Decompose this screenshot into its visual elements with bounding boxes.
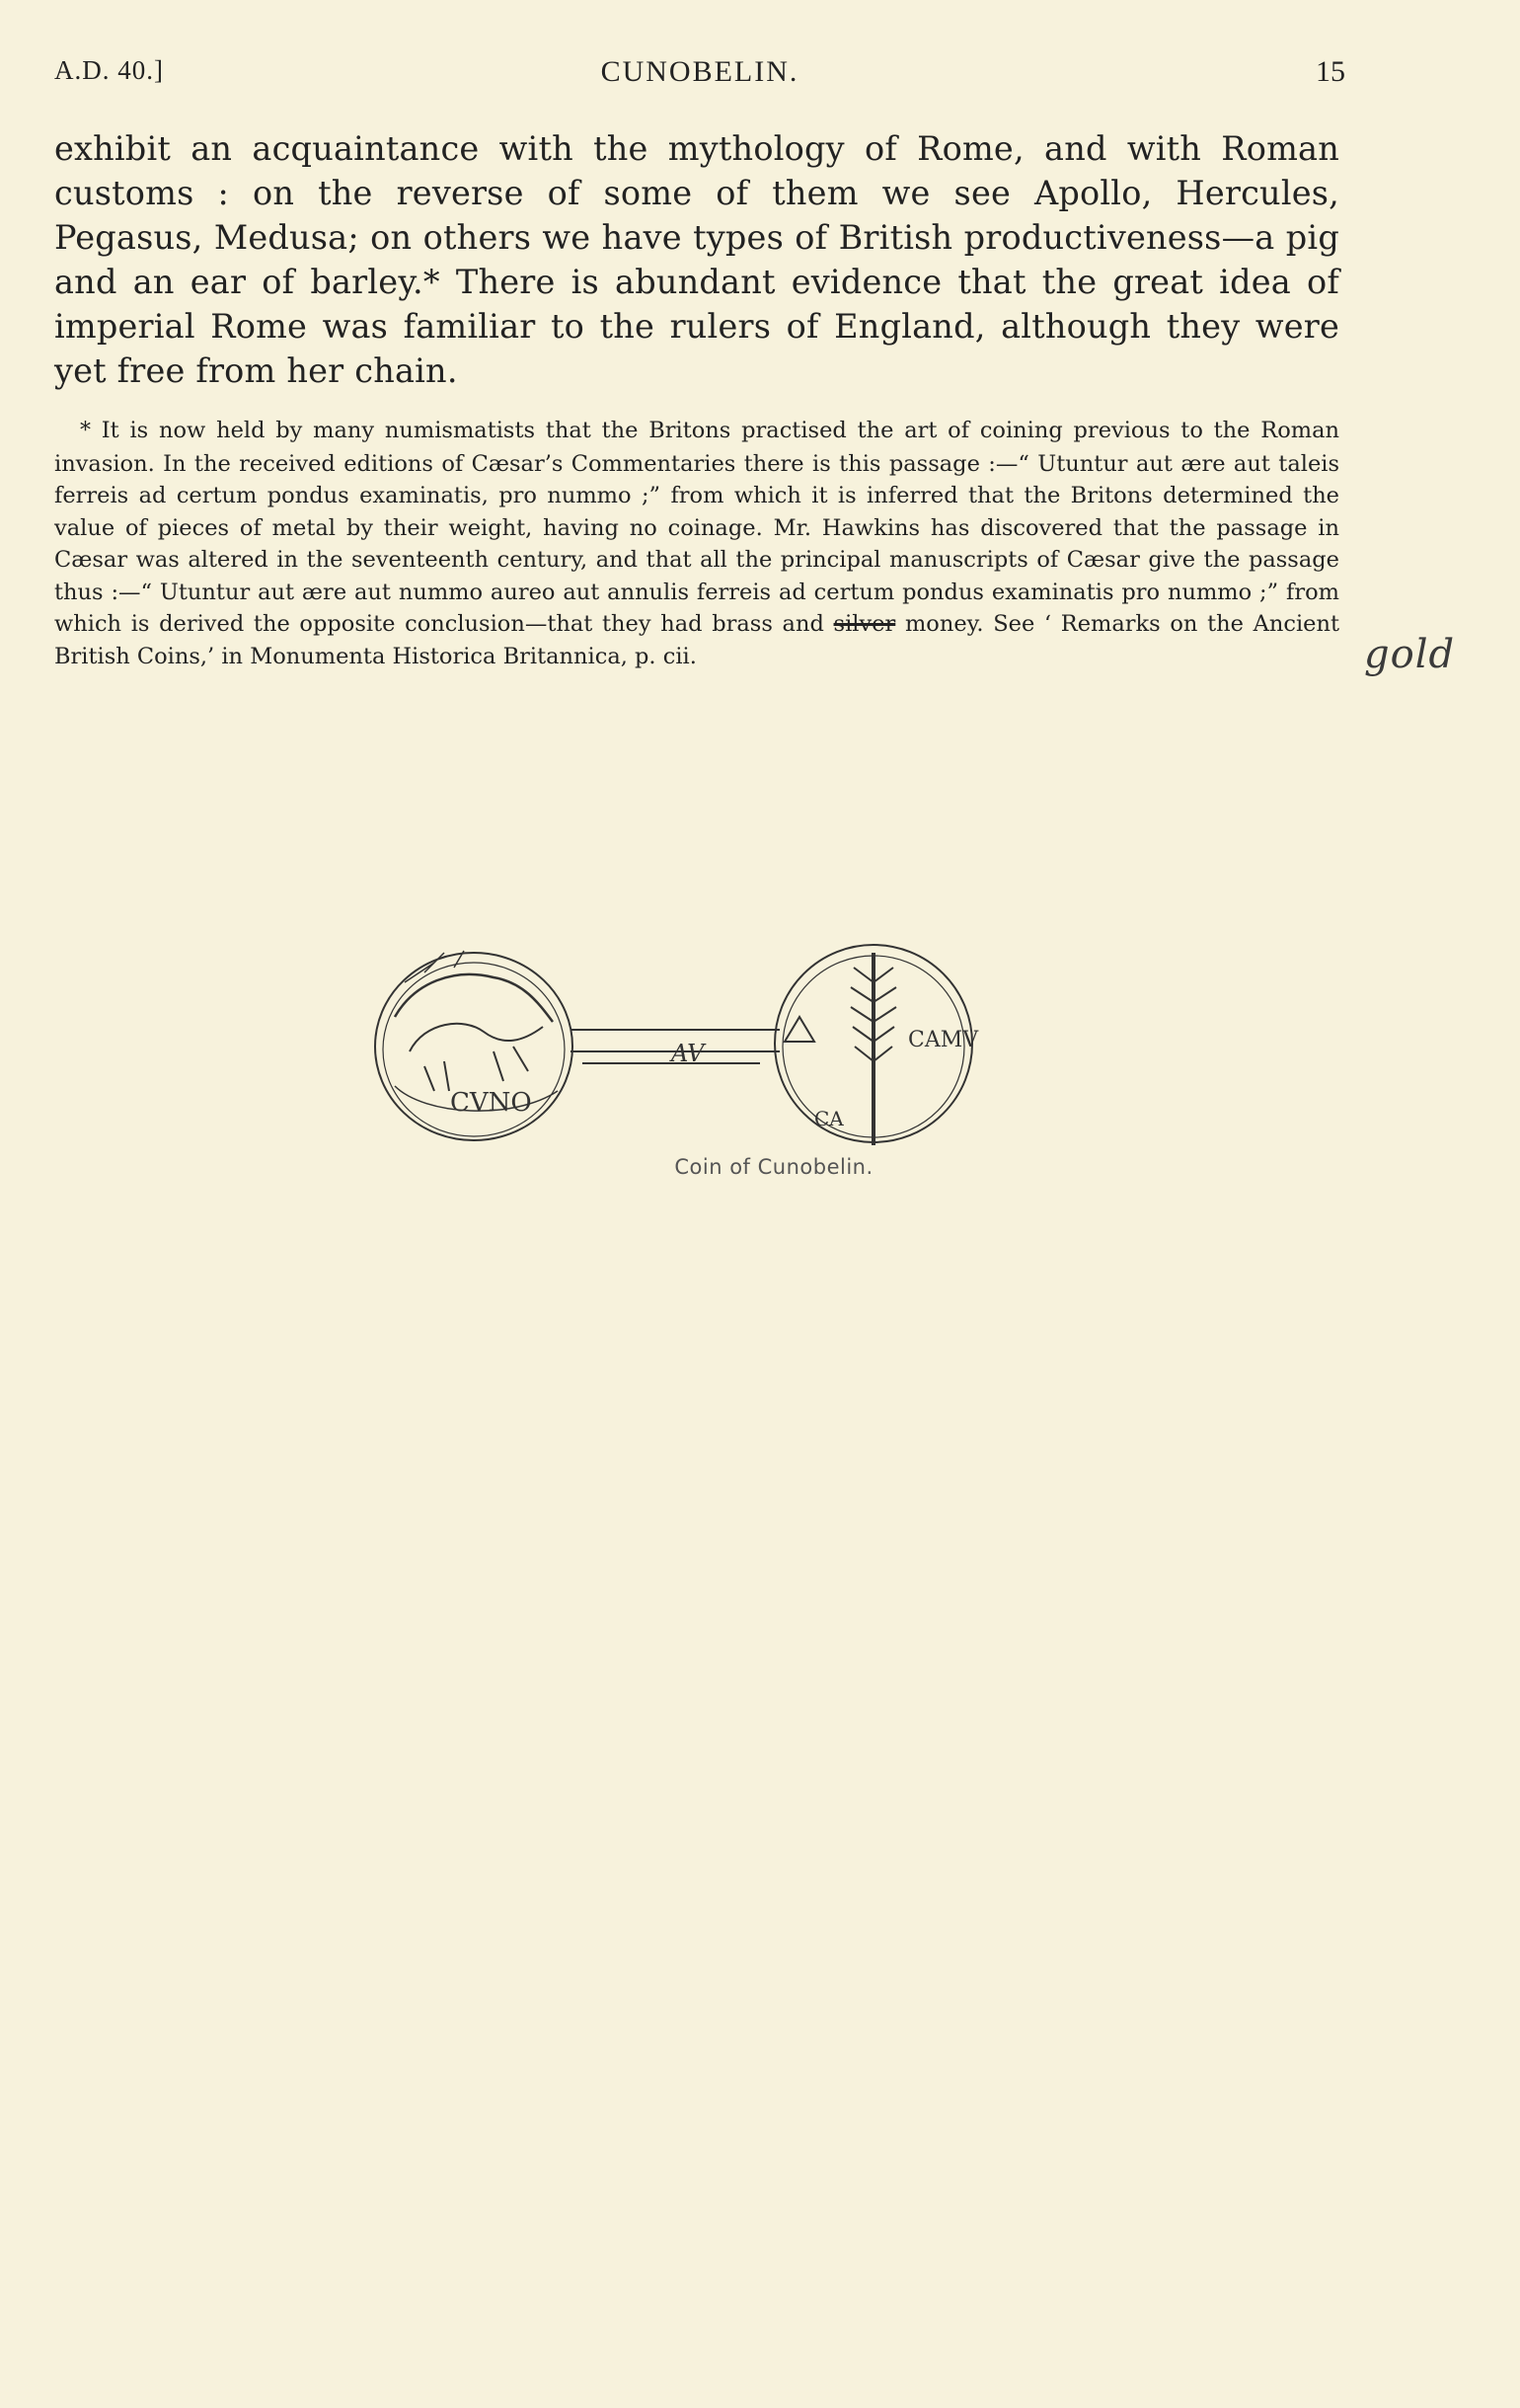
footnote-mark: * [80, 419, 91, 443]
struck-word: silver [833, 611, 896, 637]
running-header [54, 55, 1345, 95]
header-date: A.D. 40.] [54, 55, 164, 85]
footnote-text-end: money. See ‘ Remarks on the Ancient British Coins,’ in Monumenta Historica Britannica, p. cii. [54, 611, 1340, 669]
coin-left-legend: CVNO [450, 1088, 532, 1118]
handwritten-correction: gold [1364, 632, 1456, 677]
footnote-text: It is now held by many numismatists that the Britons practised the art of coining previous to the Roman invasion. In the received editions of Cæsar’s Commentaries there is this passage :—“ Utuntur aut ære aut taleis ferreis ad certum pondus examinatis, pro nummo ;” from which it is inferred that the Britons determined the value of pieces of metal by their weight, having no coinage. Mr. Hawkins has discovered that the passage in Cæsar was altered in the seventeenth century, and that all the principal manuscripts of Cæsar give the passage thus :—“ Utuntur aut ære aut nummo aureo aut annulis ferreis ad certum pondus examinatis pro nummo ;” from which is derived the opposite conclusion—that they had brass and [54, 418, 1339, 637]
figure-caption-wrap [0, 1155, 1520, 1179]
coin-right-legend: CAMV [908, 1028, 979, 1052]
coin-right-letters: CA [814, 1107, 844, 1130]
coin-obverse [375, 951, 572, 1140]
footnote [54, 415, 1339, 672]
header-title: CUNOBELIN. [600, 55, 799, 88]
body-paragraph: exhibit an acquaintance with the mythology of Rome, and with Roman customs : on the reverse of some of them we see Apollo, Hercules, Pegasus, Medusa; on others we have types of British productiveness—a pig and an ear of barley.* There is abundant evidence that the great idea of imperial Rome was familiar to the rulers of England, although they were yet free from her chain. [54, 129, 1339, 390]
coin-drawing [365, 923, 997, 1160]
coin-illustration [365, 923, 997, 1180]
connector-label: AV [671, 1040, 705, 1067]
coin-connector [570, 1030, 780, 1067]
figure-caption: Coin of Cunobelin. [674, 1155, 874, 1179]
page-number: 15 [1316, 55, 1345, 88]
coin-reverse [775, 945, 979, 1145]
